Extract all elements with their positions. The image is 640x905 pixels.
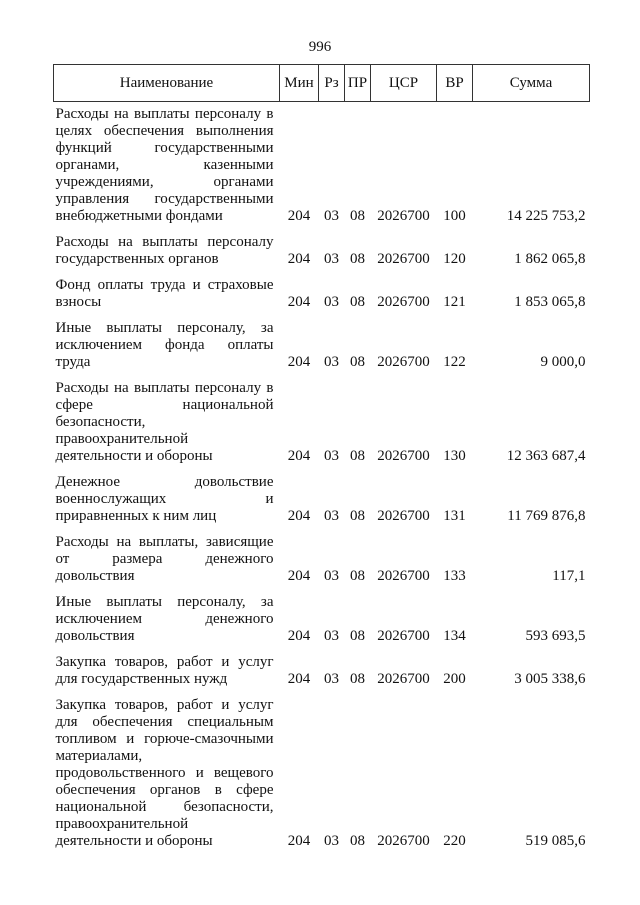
table-row — [54, 271, 590, 314]
row-pr: 08 — [350, 208, 365, 224]
row-rz: 03 — [324, 508, 339, 524]
row-name: Денежное довольствие военнослужащих и приравненных к ним лиц — [55, 474, 274, 524]
table-row — [54, 691, 590, 853]
row-vr: 120 — [443, 251, 466, 267]
row-rz: 03 — [324, 294, 339, 310]
row-min: 204 — [287, 208, 311, 224]
row-pr: 08 — [350, 251, 365, 267]
row-csr: 2026700 — [377, 568, 430, 584]
row-rz: 03 — [324, 448, 339, 464]
row-sum: 1 853 065,8 — [514, 294, 586, 310]
row-vr: 130 — [443, 448, 466, 464]
row-vr: 131 — [443, 508, 466, 524]
header-vr: ВР — [437, 65, 473, 102]
row-sum: 14 225 753,2 — [506, 208, 586, 224]
row-name: Закупка товаров, работ и услуг для обеспечения специальным топливом и горюче-смазочными материалами, продовольственного и вещевого обеспечения органов в сфере национальной безопасности, правоохранительной деятельности и обороны — [55, 697, 274, 849]
row-csr: 2026700 — [377, 833, 430, 849]
row-name: Иные выплаты персоналу, за исключением фонда оплаты труда — [55, 320, 274, 370]
table-row — [54, 528, 590, 588]
table-row — [54, 228, 590, 271]
row-pr: 08 — [350, 448, 365, 464]
row-rz: 03 — [324, 833, 339, 849]
table-row — [54, 648, 590, 691]
row-vr: 122 — [443, 354, 466, 370]
row-name: Расходы на выплаты персоналу в сфере национальной безопасности, правоохранительной деятельности и обороны — [55, 380, 274, 464]
row-name: Расходы на выплаты, зависящие от размера денежного довольствия — [55, 534, 274, 584]
table-row — [54, 314, 590, 374]
row-vr: 133 — [443, 568, 466, 584]
row-sum: 11 769 876,8 — [507, 508, 586, 524]
table-row — [54, 102, 590, 229]
row-min: 204 — [287, 833, 311, 849]
header-rz: Рз — [319, 65, 345, 102]
row-vr: 134 — [443, 628, 466, 644]
row-sum: 117,1 — [552, 568, 586, 584]
row-min: 204 — [287, 251, 311, 267]
row-name: Закупка товаров, работ и услуг для государственных нужд — [55, 654, 274, 687]
row-min: 204 — [287, 294, 311, 310]
row-min: 204 — [287, 448, 311, 464]
row-rz: 03 — [324, 628, 339, 644]
row-csr: 2026700 — [377, 354, 430, 370]
row-pr: 08 — [350, 508, 365, 524]
row-name: Фонд оплаты труда и страховые взносы — [55, 277, 274, 310]
table-row — [54, 468, 590, 528]
row-min: 204 — [287, 568, 311, 584]
row-vr: 121 — [443, 294, 466, 310]
header-pr: ПР — [345, 65, 371, 102]
row-pr: 08 — [350, 568, 365, 584]
row-rz: 03 — [324, 251, 339, 267]
row-csr: 2026700 — [377, 671, 430, 687]
row-rz: 03 — [324, 208, 339, 224]
row-csr: 2026700 — [377, 448, 430, 464]
row-sum: 12 363 687,4 — [506, 448, 586, 464]
row-csr: 2026700 — [377, 628, 430, 644]
row-pr: 08 — [350, 671, 365, 687]
row-min: 204 — [287, 354, 311, 370]
row-rz: 03 — [324, 671, 339, 687]
row-vr: 220 — [443, 833, 466, 849]
row-sum: 3 005 338,6 — [514, 671, 586, 687]
row-sum: 519 085,6 — [525, 833, 586, 849]
row-pr: 08 — [350, 833, 365, 849]
page-number: 996 — [308, 39, 332, 55]
row-pr: 08 — [350, 294, 365, 310]
row-csr: 2026700 — [377, 251, 430, 267]
row-rz: 03 — [324, 568, 339, 584]
row-name: Иные выплаты персоналу, за исключением денежного довольствия — [55, 594, 274, 644]
header-min: Мин — [280, 65, 319, 102]
row-csr: 2026700 — [377, 208, 430, 224]
row-name: Расходы на выплаты персоналу в целях обеспечения выполнения функций государственными органами, казенными учреждениями, органами управления государственными внебюджетными фондами — [55, 106, 274, 224]
row-pr: 08 — [350, 628, 365, 644]
table-row — [54, 374, 590, 468]
row-pr: 08 — [350, 354, 365, 370]
budget-table — [53, 64, 590, 853]
row-sum: 9 000,0 — [540, 354, 586, 370]
row-sum: 1 862 065,8 — [514, 251, 586, 267]
header-row — [54, 65, 590, 102]
row-min: 204 — [287, 671, 311, 687]
row-csr: 2026700 — [377, 508, 430, 524]
row-name: Расходы на выплаты персоналу государственных органов — [55, 234, 274, 267]
header-sum: Сумма — [473, 65, 590, 102]
row-sum: 593 693,5 — [525, 628, 586, 644]
row-vr: 200 — [443, 671, 466, 687]
row-rz: 03 — [324, 354, 339, 370]
table-row — [54, 588, 590, 648]
header-csr: ЦСР — [371, 65, 437, 102]
row-min: 204 — [287, 508, 311, 524]
row-vr: 100 — [443, 208, 466, 224]
row-min: 204 — [287, 628, 311, 644]
header-name: Наименование — [54, 65, 280, 102]
row-csr: 2026700 — [377, 294, 430, 310]
